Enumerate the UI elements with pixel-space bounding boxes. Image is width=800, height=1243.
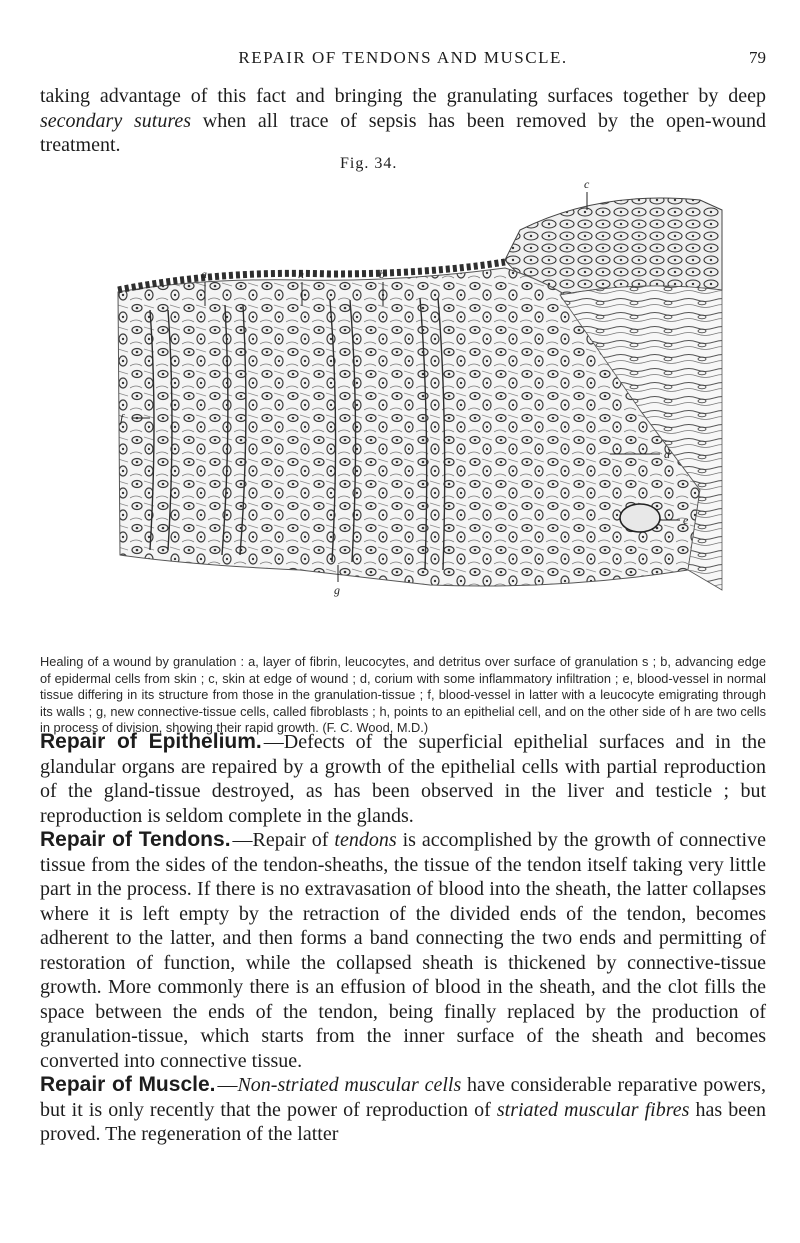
vessel-e [620,504,660,532]
sections [40,730,766,1147]
running-head [40,44,766,74]
intro-text-2: when all trace of sepsis has been removed by the open-wound treatment. [40,109,766,156]
section-text: — [217,1074,238,1096]
section-epithelium [40,730,766,828]
figure-label: Fig. 34. [340,155,398,172]
section-emphasis: striated muscular fibres [496,1098,690,1121]
section-muscle [40,1073,766,1147]
page-number: 79 [749,48,766,67]
intro-paragraph [40,84,766,158]
figure-letter-c: c [584,177,590,191]
figure-letter-f: f [120,411,124,425]
figure-letter-e: e [683,513,689,527]
section-text: is accomplished by the growth of connective tissue from the sides of the tendon-sheaths, the tissue of the tendon itself taking very little part in the process. If there is no extravasation of blood into the sheath, the latter collapses where it is left empty by the retraction of the divided ends of the tendon, becomes adherent to the latter, and then forms a band connecting the two ends and permitting of restoration of function, while the collapsed sheath is thickened by connective-tissue growth. More commonly there is an effusion of blood in the sheath, and the clot fills the space between the ends of the tendon, being finally replaced by the production of granulation-tissue, which starts from the inner surface of the sheath and becomes converted into connective tissue. [40,829,766,1072]
section-emphasis: Non-striated muscular cells [237,1074,462,1096]
section-heading: Repair of Tendons. [40,828,231,851]
running-title: REPAIR OF TENDONS AND MUSCLE. [238,48,568,67]
figure-letter-d: d [664,447,670,461]
figure-illustration [120,170,800,630]
section-heading: Repair of Muscle. [40,1073,216,1096]
section-text: have considerable reparative powers, but it is only recently that the power of reproduction of [40,1074,766,1121]
section-emphasis: tendons [334,829,397,851]
figure-letter-h: h [298,267,304,281]
section-tendons [40,828,766,1073]
section-text: has been proved. The regeneration of the latter [40,1098,766,1145]
section-text: —Repair of [232,829,335,851]
granulation-tissue-drawing [0,170,800,630]
figure-letter-b: b [379,267,385,281]
figure-letter-a: a [201,267,207,281]
figure-letter-g: g [334,583,340,597]
section-heading: Repair of Epithelium. [40,730,262,753]
intro-text-1: taking advantage of this fact and bringing the granulating surfaces together by deep [40,85,766,107]
intro-emphasis: secondary sutures [40,109,192,132]
figure-caption: Healing of a wound by granulation : a, layer of fibrin, leucocytes, and detritus over surface of granulation s ; b, advancing edge of epidermal cells from skin ; c, skin at edge of wound ; d, corium with some inflammatory infiltration ; e, blood-vessel in normal tissue differing in its structure from those in the granulation-tissue ; f, blood-vessel in latter with a leucocyte emigrating through its walls ; g, new connective-tissue cells, called fibroblasts ; h, points to an epithelial cell, and on the other side of h are two cells in process of division, showing their rapid growth. (F. C. Wood, M.D.) [40,654,766,735]
section-text: —Defects of the superficial epithelial surfaces and in the glandular organs are repaired by a growth of the epithelial cells with partial reproduction of the gland-tissue destroyed, as has been observed in the liver and testicle ; but reproduction is seldom complete in the glands. [40,731,766,827]
